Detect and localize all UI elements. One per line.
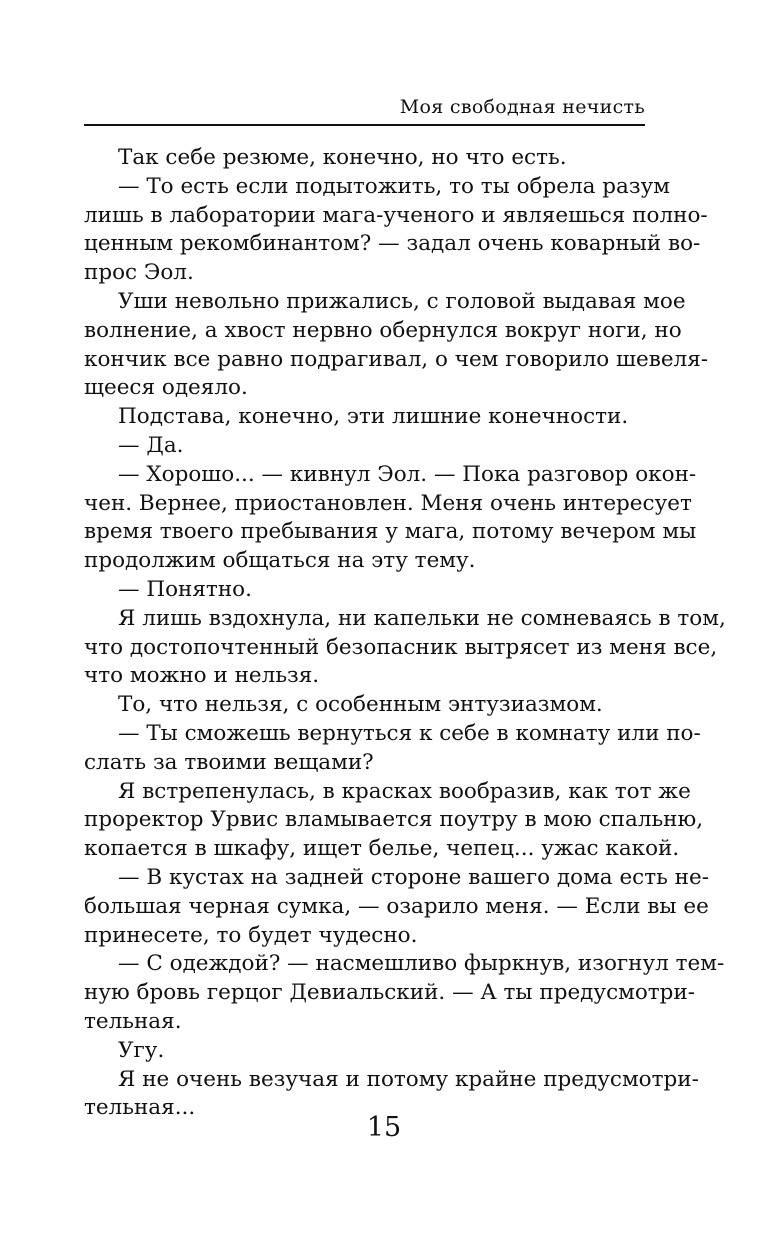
text-line: — Хорошо... — кивнул Эол. — Пока разговор окон- [118,461,697,487]
text-line: время твоего пребывания у мага, потому вечером мы [84,519,697,545]
text-line: — Понятно. [118,576,252,602]
text-line: слать за твоими вещами? [84,749,374,775]
text-line: лишь в лаборатории мага-ученого и являешься полно- [84,202,708,228]
text-line: Подстава, конечно, эти лишние конечности. [118,404,629,430]
text-line: продолжим общаться на эту тему. [84,548,476,574]
text-line: большая черная сумка, — озарило меня. — Если вы ее [84,893,709,919]
page-number: 15 [366,1112,402,1143]
running-head [84,96,645,126]
text-line: ценным рекомбинантом? — задал очень коварный во- [84,231,701,257]
body-text [84,144,726,1123]
text-line: что достопочтенный безопасник вытрясет из меня все, [84,634,718,660]
text-line: волнение, а хвост нервно обернулся вокруг ноги, но [84,317,682,343]
text-line: щееся одеяло. [84,375,248,401]
text-line: ную бровь герцог Девиальский. — А ты предусмотри- [84,980,696,1006]
text-line: прос Эол. [84,260,194,286]
text-line: Я лишь вздохнула, ни капельки не сомневаясь в том, [118,605,726,631]
text-line: То, что нельзя, с особенным энтузиазмом. [118,692,603,718]
text-line: Я встрепенулась, в красках вообразив, как тот же [118,778,691,804]
text-line: — В кустах на задней стороне вашего дома есть не- [118,864,709,890]
text-line: — Да. [118,432,184,458]
text-line: чен. Вернее, приостановлен. Меня очень интересует [84,490,692,516]
text-line: Угу. [118,1037,165,1063]
text-line: Я не очень везучая и потому крайне предусмотри- [118,1066,699,1092]
text-line: кончик все равно подрагивал, о чем говорило шевеля- [84,346,709,372]
text-line: что можно и нельзя. [84,663,320,689]
text-line: — С одеждой? — насмешливо фыркнув, изогнул тем- [118,951,725,977]
running-head-title: Моя свободная нечисть [399,96,645,118]
text-line: Уши невольно прижались, с головой выдавая мое [118,288,686,314]
text-line: Так себе резюме, конечно, но что есть. [118,145,567,170]
text-line: — То есть если подытожить, то ты обрела разум [118,173,670,199]
text-line: тельная... [84,1095,196,1121]
text-line: принесете, то будет чудесно. [84,922,418,948]
text-line: — Ты сможешь вернуться к себе в комнату или по- [118,720,701,746]
text-line: проректор Урвис вламывается поутру в мою спальню, [84,807,704,833]
text-line: копается в шкафу, ищет белье, чепец... ужас какой. [84,836,680,862]
text-line: тельная. [84,1008,182,1034]
